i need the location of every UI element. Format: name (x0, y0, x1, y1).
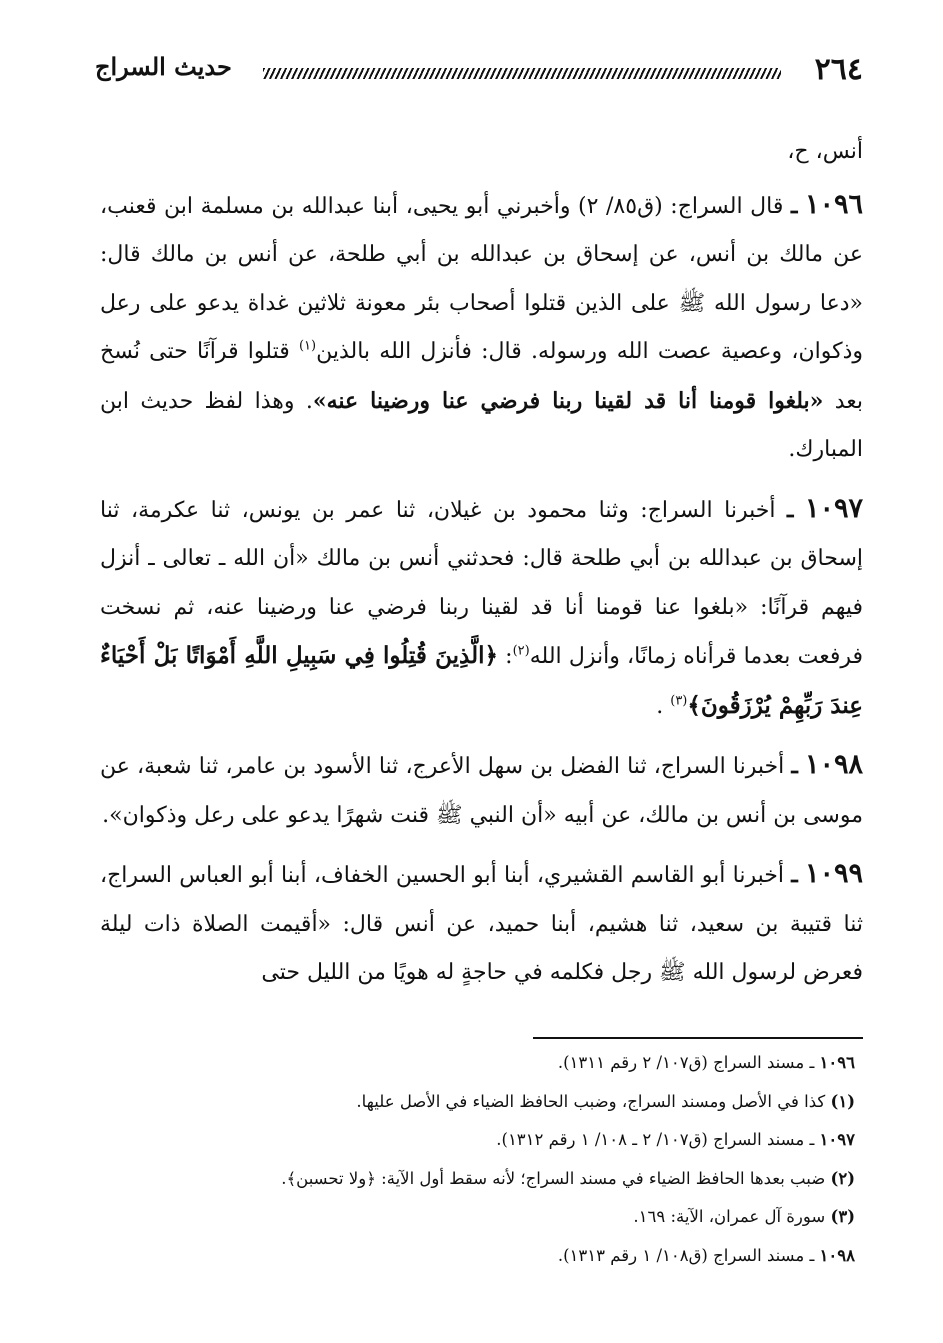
footnote-item (100, 1044, 855, 1083)
dash: ـ (786, 496, 794, 523)
dash: ـ (791, 753, 798, 779)
footnote-item (100, 1198, 855, 1237)
footnote-number: ١٠٩٦ (819, 1053, 855, 1072)
hadith-1098 (100, 741, 863, 840)
footnote-item (100, 1121, 855, 1160)
footnote-marker: (١) (298, 338, 317, 354)
footnote-number: ١٠٩٧ (819, 1130, 855, 1149)
page-header (95, 48, 863, 98)
hadith-text: أخبرنا أبو القاسم القشيري، أبنا أبو الحسين الخفاف، أبنا أبو العباس السراج، ثنا قتيبة بن سعيد، ثنا هشيم، أبنا حميد، عن أنس قال: «أقيمت الصلاة ذات ليلة فعرض لرسول الله ﷺ رجل فكلمه في حاجةٍ له هويًا من الليل حتى (100, 863, 863, 985)
main-text (100, 128, 863, 1008)
hadith-number: ١٠٩٦ (804, 188, 863, 220)
footnote-text: سورة آل عمران، الآية: ١٦٩. (633, 1207, 826, 1226)
hadith-quote-bold: «بلغوا قومنا أنا قد لقينا ربنا فرضي عنا ورضينا عنه» (312, 387, 824, 414)
footnotes (100, 1044, 855, 1275)
footnote-item (100, 1237, 855, 1276)
footnote-separator (533, 1037, 863, 1039)
dash: ـ (790, 192, 798, 219)
footnote-marker: (٣) (670, 693, 688, 709)
footnote-text: ـ مسند السراج (ق١٠٧/ ٢ ـ ١٠٨/ ١ رقم ١٣١٢). (496, 1130, 815, 1149)
hadith-text: قال السراج: (ق٨٥/ ٢) وأخبرني أبو يحيى، أبنا عبدالله بن مسلمة ابن قعنب، عن مالك بن أنس، عن إسحاق بن عبدالله بن أبي طلحة، عن أنس بن مالك قال: «دعا رسول الله ﷺ على الذين قتلوا أصحاب بئر معونة ثلاثين غداة يدعو على رعل وذكوان، وعصية عصت الله ورسوله. قال: فأنزل الله بالذين (100, 193, 864, 364)
hadith-number: ١٠٩٨ (805, 749, 864, 780)
footnote-marker: (٢) (512, 643, 530, 659)
hadith-text: أخبرنا السراج: وثنا محمود بن غيلان، ثنا عمر بن يونس، ثنا عكرمة، ثنا إسحاق بن عبدالله بن أبي طلحة قال: فحدثني أنس بن مالك «أن الله ـ تعالى ـ أنزل فيهم قرآنًا: «بلغوا عنا قومنا أنا قد لقينا ربنا فرضي عنا ورضينا عنه، ثم نسخت فرفعت بعدما قرأناه زمانًا، وأنزل الله (100, 497, 864, 669)
hadith-text: . (656, 693, 671, 719)
footnote-number: (١) (830, 1091, 855, 1111)
hadith-1099 (100, 850, 863, 998)
hadith-1096 (100, 181, 863, 475)
intro-line (100, 128, 863, 177)
hadith-text: أخبرنا السراج، ثنا الفضل بن سهل الأعرج، ثنا الأسود بن عامر، ثنا شعبة، عن موسى بن أنس بن مالك، عن أبيه «أن النبي ﷺ قنت شهرًا يدعو على رعل وذكوان». (100, 754, 863, 828)
intro-text: أنس، ح، (787, 139, 863, 164)
hadith-number: ١٠٩٧ (804, 492, 863, 524)
footnote-text: ـ مسند السراج (ق١٠٧/ ٢ رقم ١٣١١). (557, 1053, 815, 1072)
header-decorative-rule (263, 68, 781, 79)
footnote-text: ضبب بعدها الحافظ الضياء في مسند السراج؛ لأنه سقط أول الآية: ﴿ولا تحسبن﴾. (281, 1168, 826, 1188)
hadith-1097 (100, 485, 863, 732)
page-number: ٢٦٤ (814, 52, 863, 87)
hadith-text: : (497, 644, 513, 669)
footnote-item (100, 1083, 855, 1122)
running-title: حديث السراج (95, 52, 232, 81)
footnote-number: (٢) (830, 1168, 855, 1188)
hadith-text: قتلوا قرآنًا حتى نُسخ بعد (100, 339, 864, 414)
footnote-item (100, 1160, 855, 1199)
footnote-number: ١٠٩٨ (819, 1245, 855, 1265)
footnote-text: كذا في الأصل ومسند السراج، وضبب الحافظ الضياء في الأصل عليها. (356, 1091, 826, 1111)
footnote-number: (٣) (830, 1207, 855, 1226)
quran-verse: ﴿الَّذِينَ قُتِلُوا فِي سَبِيلِ اللَّهِ أَمْوَاتًا بَلْ أَحْيَاءٌ عِندَ رَبِّهِمْ يُرْزَقُونَ﴾ (100, 642, 863, 719)
hadith-number: ١٠٩٩ (804, 858, 863, 889)
hadith-text: . وهذا لفظ حديث ابن المبارك. (100, 388, 863, 462)
footnote-text: ـ مسند السراج (ق١٠٨/ ١ رقم ١٣١٣). (557, 1245, 815, 1265)
dash: ـ (791, 862, 798, 888)
